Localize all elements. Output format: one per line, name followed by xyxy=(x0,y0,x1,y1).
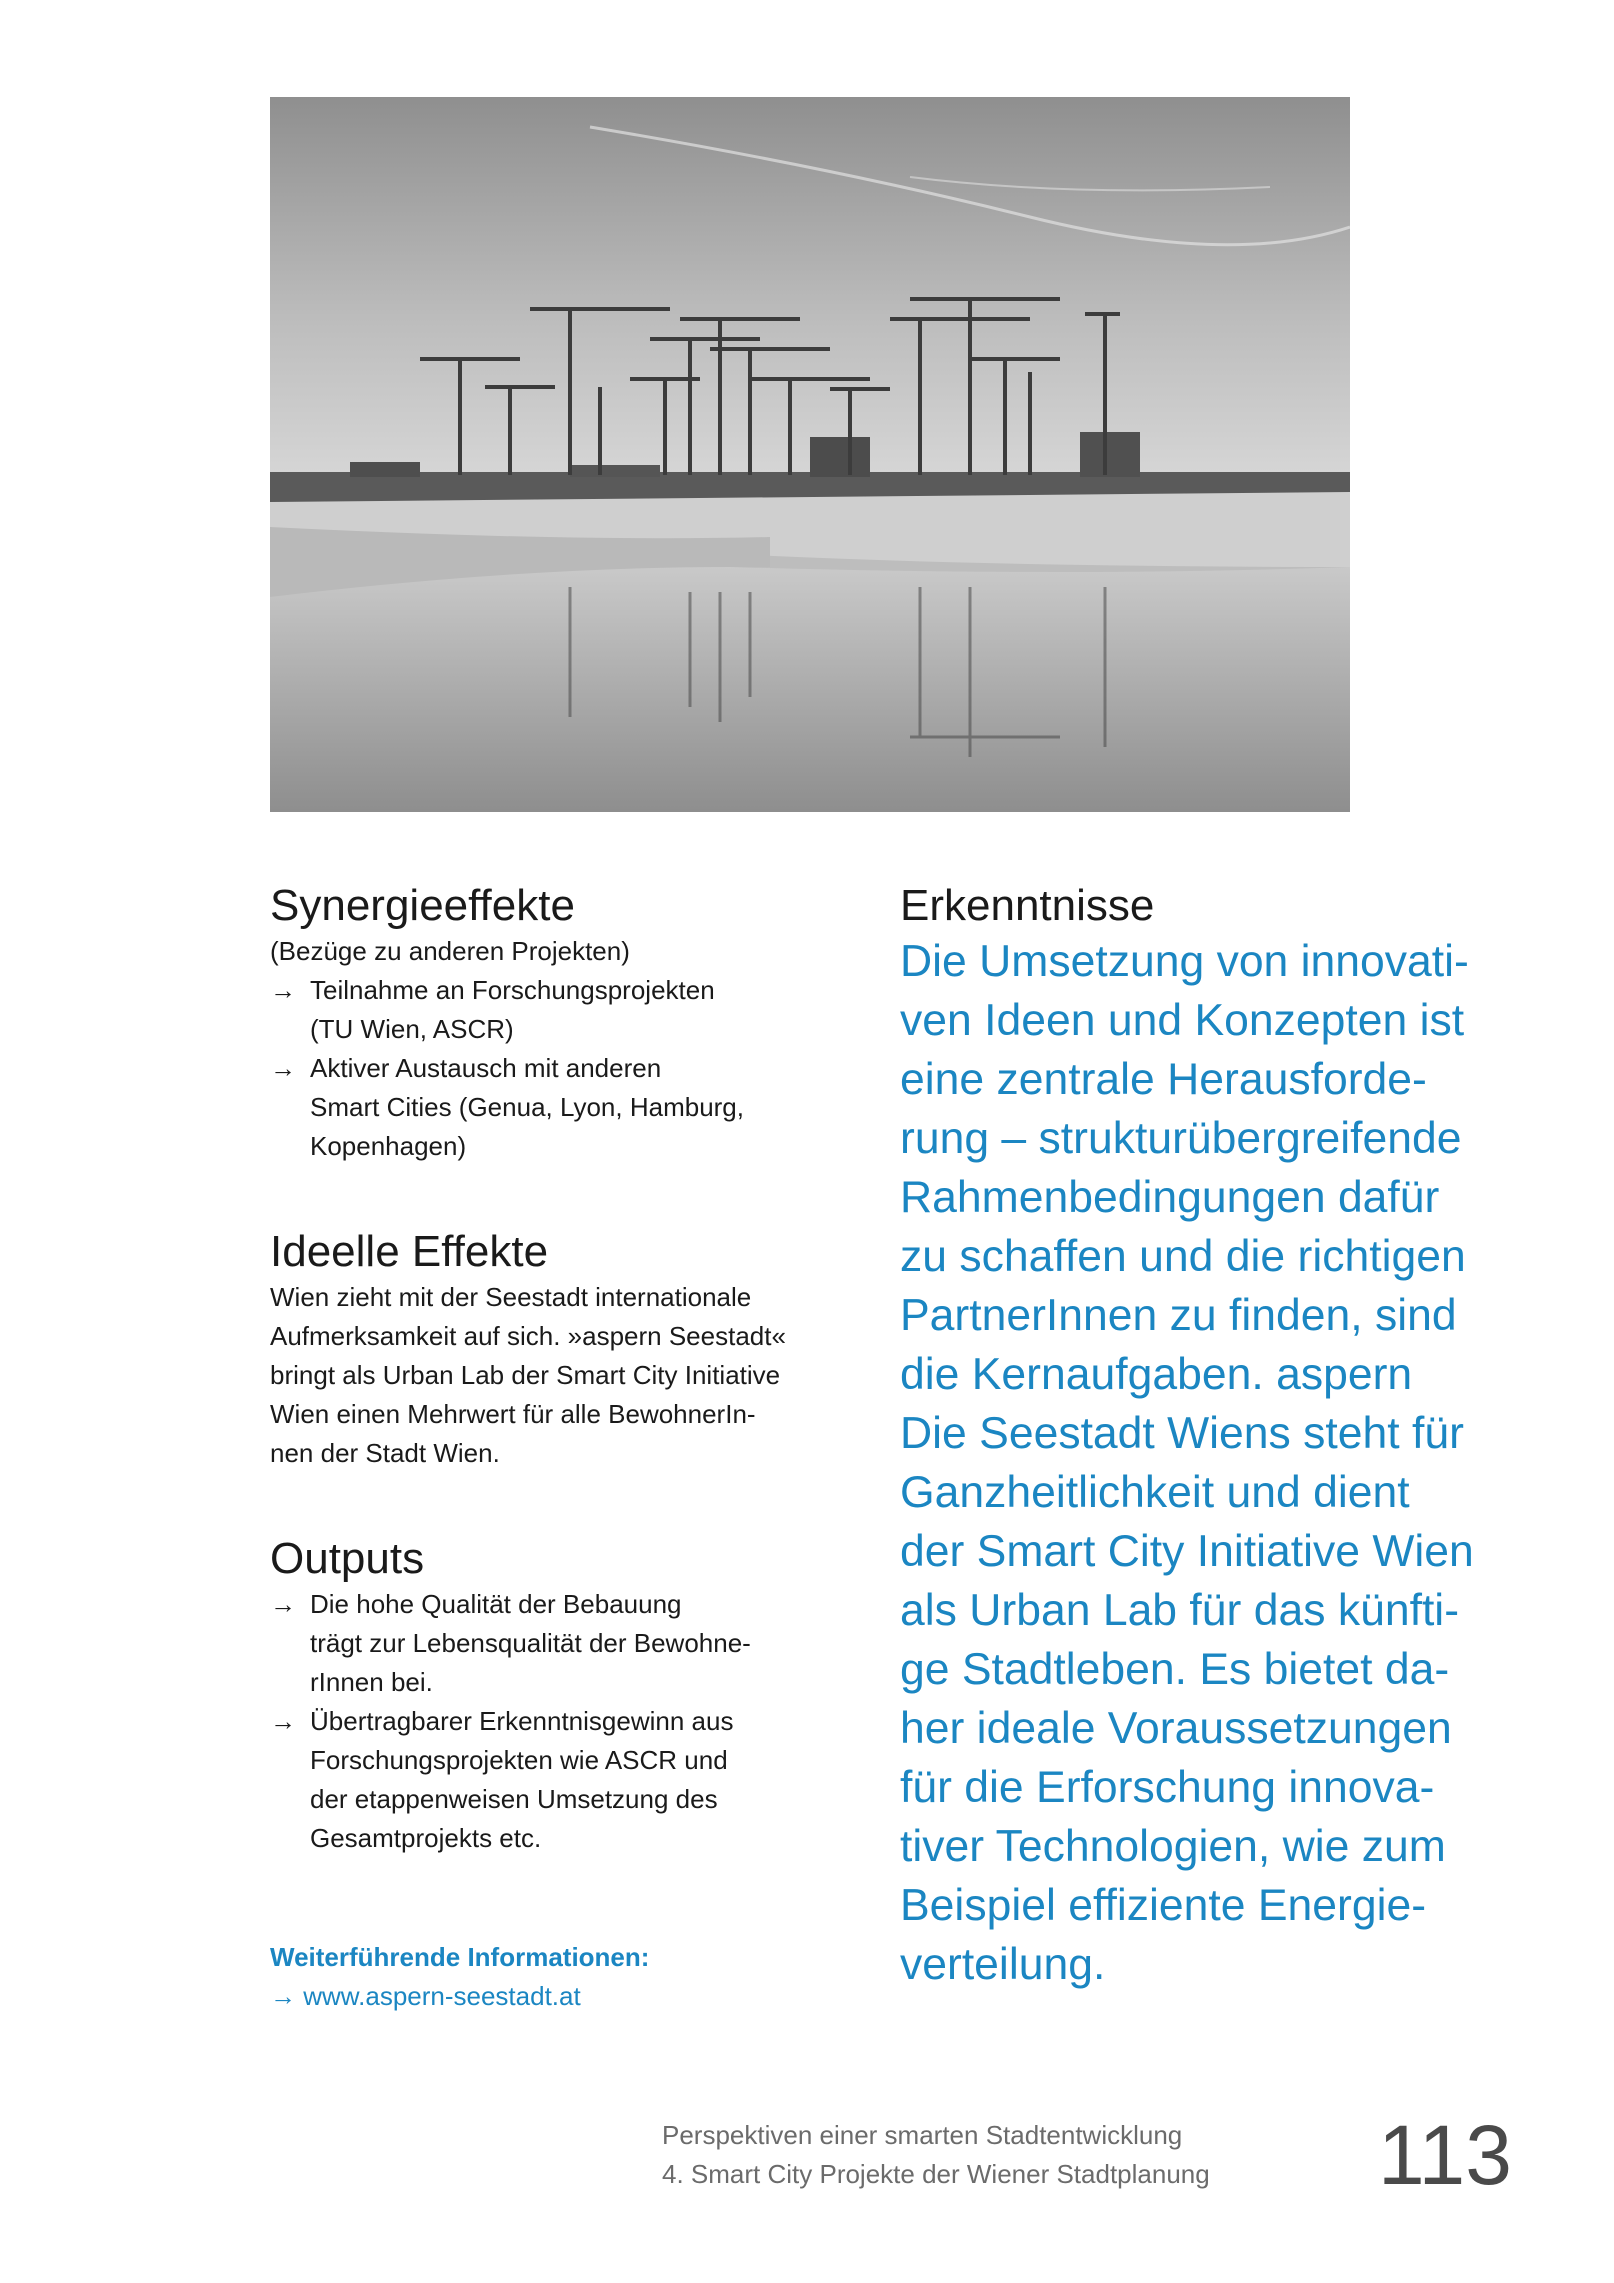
lead-line: tiver Technologien, wie zum xyxy=(900,1822,1446,1871)
construction-site-illustration xyxy=(270,97,1350,812)
construction-site-photo xyxy=(270,97,1350,812)
lead-line: für die Erforschung innova- xyxy=(900,1763,1435,1812)
lead-line: Die Umsetzung von innovati- xyxy=(900,937,1469,986)
erkenntnisse-text xyxy=(900,932,1560,1994)
list-item-line: Die hohe Qualität der Bebauung xyxy=(310,1589,682,1619)
list-item-line: Gesamtprojekts etc. xyxy=(310,1823,542,1853)
lead-line: ven Ideen und Konzepten ist xyxy=(900,996,1465,1045)
synergieeffekte-heading: Synergieeffekte xyxy=(270,881,575,930)
list-item-line: Aktiver Austausch mit anderen xyxy=(310,1053,662,1083)
arrow-right-icon: → xyxy=(270,975,296,1005)
lead-line: verteilung. xyxy=(900,1940,1106,1989)
lead-line: der Smart City Initiative Wien xyxy=(900,1527,1474,1576)
lead-line: Ganzheitlichkeit und dient xyxy=(900,1468,1410,1517)
list-item-line: Forschungsprojekten wie ASCR und xyxy=(310,1745,728,1775)
page-number: 113 xyxy=(1378,2108,1512,2202)
footer-title: Perspektiven einer smarten Stadtentwicklung xyxy=(662,2120,1183,2150)
lead-line: eine zentrale Herausforde- xyxy=(900,1055,1427,1104)
list-item-line: der etappenweisen Umsetzung des xyxy=(310,1784,718,1814)
outputs-list xyxy=(270,1585,830,1858)
lead-line: Beispiel effiziente Energie- xyxy=(900,1881,1427,1930)
list-item xyxy=(270,1585,830,1702)
further-info xyxy=(270,1938,830,2016)
erkenntnisse-heading: Erkenntnisse xyxy=(900,881,1155,930)
lead-line: rung – strukturübergreifende xyxy=(900,1114,1462,1163)
outputs-heading: Outputs xyxy=(270,1534,425,1583)
lead-line: Rahmenbedingungen dafür xyxy=(900,1173,1440,1222)
lead-line: PartnerInnen zu finden, sind xyxy=(900,1291,1457,1340)
synergieeffekte-list xyxy=(270,971,830,1166)
lead-line: her ideale Voraussetzungen xyxy=(900,1704,1452,1753)
list-item-line: trägt zur Lebensqualität der Bewohne- xyxy=(310,1628,751,1658)
synergieeffekte-subtitle: (Bezüge zu anderen Projekten) xyxy=(270,936,630,966)
ideelle-effekte-section xyxy=(270,1226,830,1473)
text-line: Wien zieht mit der Seestadt internationale xyxy=(270,1282,752,1312)
website-link-text[interactable]: www.aspern-seestadt.at xyxy=(303,1981,581,2011)
list-item xyxy=(270,1049,830,1166)
left-column xyxy=(270,880,830,2016)
list-item-line: Kopenhagen) xyxy=(310,1131,467,1161)
ideelle-effekte-heading: Ideelle Effekte xyxy=(270,1227,549,1276)
page-footer xyxy=(662,2116,1210,2194)
lead-line: als Urban Lab für das künfti- xyxy=(900,1586,1460,1635)
arrow-right-icon: → xyxy=(270,1706,296,1736)
list-item xyxy=(270,1702,830,1858)
arrow-right-icon: → xyxy=(270,1053,296,1083)
lead-line: die Kernaufgaben. aspern xyxy=(900,1350,1413,1399)
list-item-line: Smart Cities (Genua, Lyon, Hamburg, xyxy=(310,1092,744,1122)
list-item-line: Teilnahme an Forschungsprojekten xyxy=(310,975,715,1005)
list-item-line: Übertragbarer Erkenntnisgewinn aus xyxy=(310,1706,734,1736)
ideelle-effekte-text xyxy=(270,1278,830,1473)
list-item xyxy=(270,971,830,1049)
list-item-line: rInnen bei. xyxy=(310,1667,433,1697)
arrow-right-icon: → xyxy=(270,1981,296,2011)
further-info-link[interactable] xyxy=(270,1977,830,2016)
further-info-title: Weiterführende Informationen: xyxy=(270,1942,650,1972)
text-line: nen der Stadt Wien. xyxy=(270,1438,500,1468)
text-line: Wien einen Mehrwert für alle BewohnerIn- xyxy=(270,1399,756,1429)
arrow-right-icon: → xyxy=(270,1589,296,1619)
right-column xyxy=(900,880,1560,1994)
synergieeffekte-section xyxy=(270,880,830,1166)
text-line: Aufmerksamkeit auf sich. »aspern Seestadt« xyxy=(270,1321,786,1351)
lead-line: Die Seestadt Wiens steht für xyxy=(900,1409,1464,1458)
outputs-section xyxy=(270,1533,830,1858)
lead-line: ge Stadtleben. Es bietet da- xyxy=(900,1645,1450,1694)
text-line: bringt als Urban Lab der Smart City Initiative xyxy=(270,1360,781,1390)
footer-chapter: 4. Smart City Projekte der Wiener Stadtplanung xyxy=(662,2159,1210,2189)
lead-line: zu schaffen und die richtigen xyxy=(900,1232,1466,1281)
list-item-line: (TU Wien, ASCR) xyxy=(310,1014,514,1044)
